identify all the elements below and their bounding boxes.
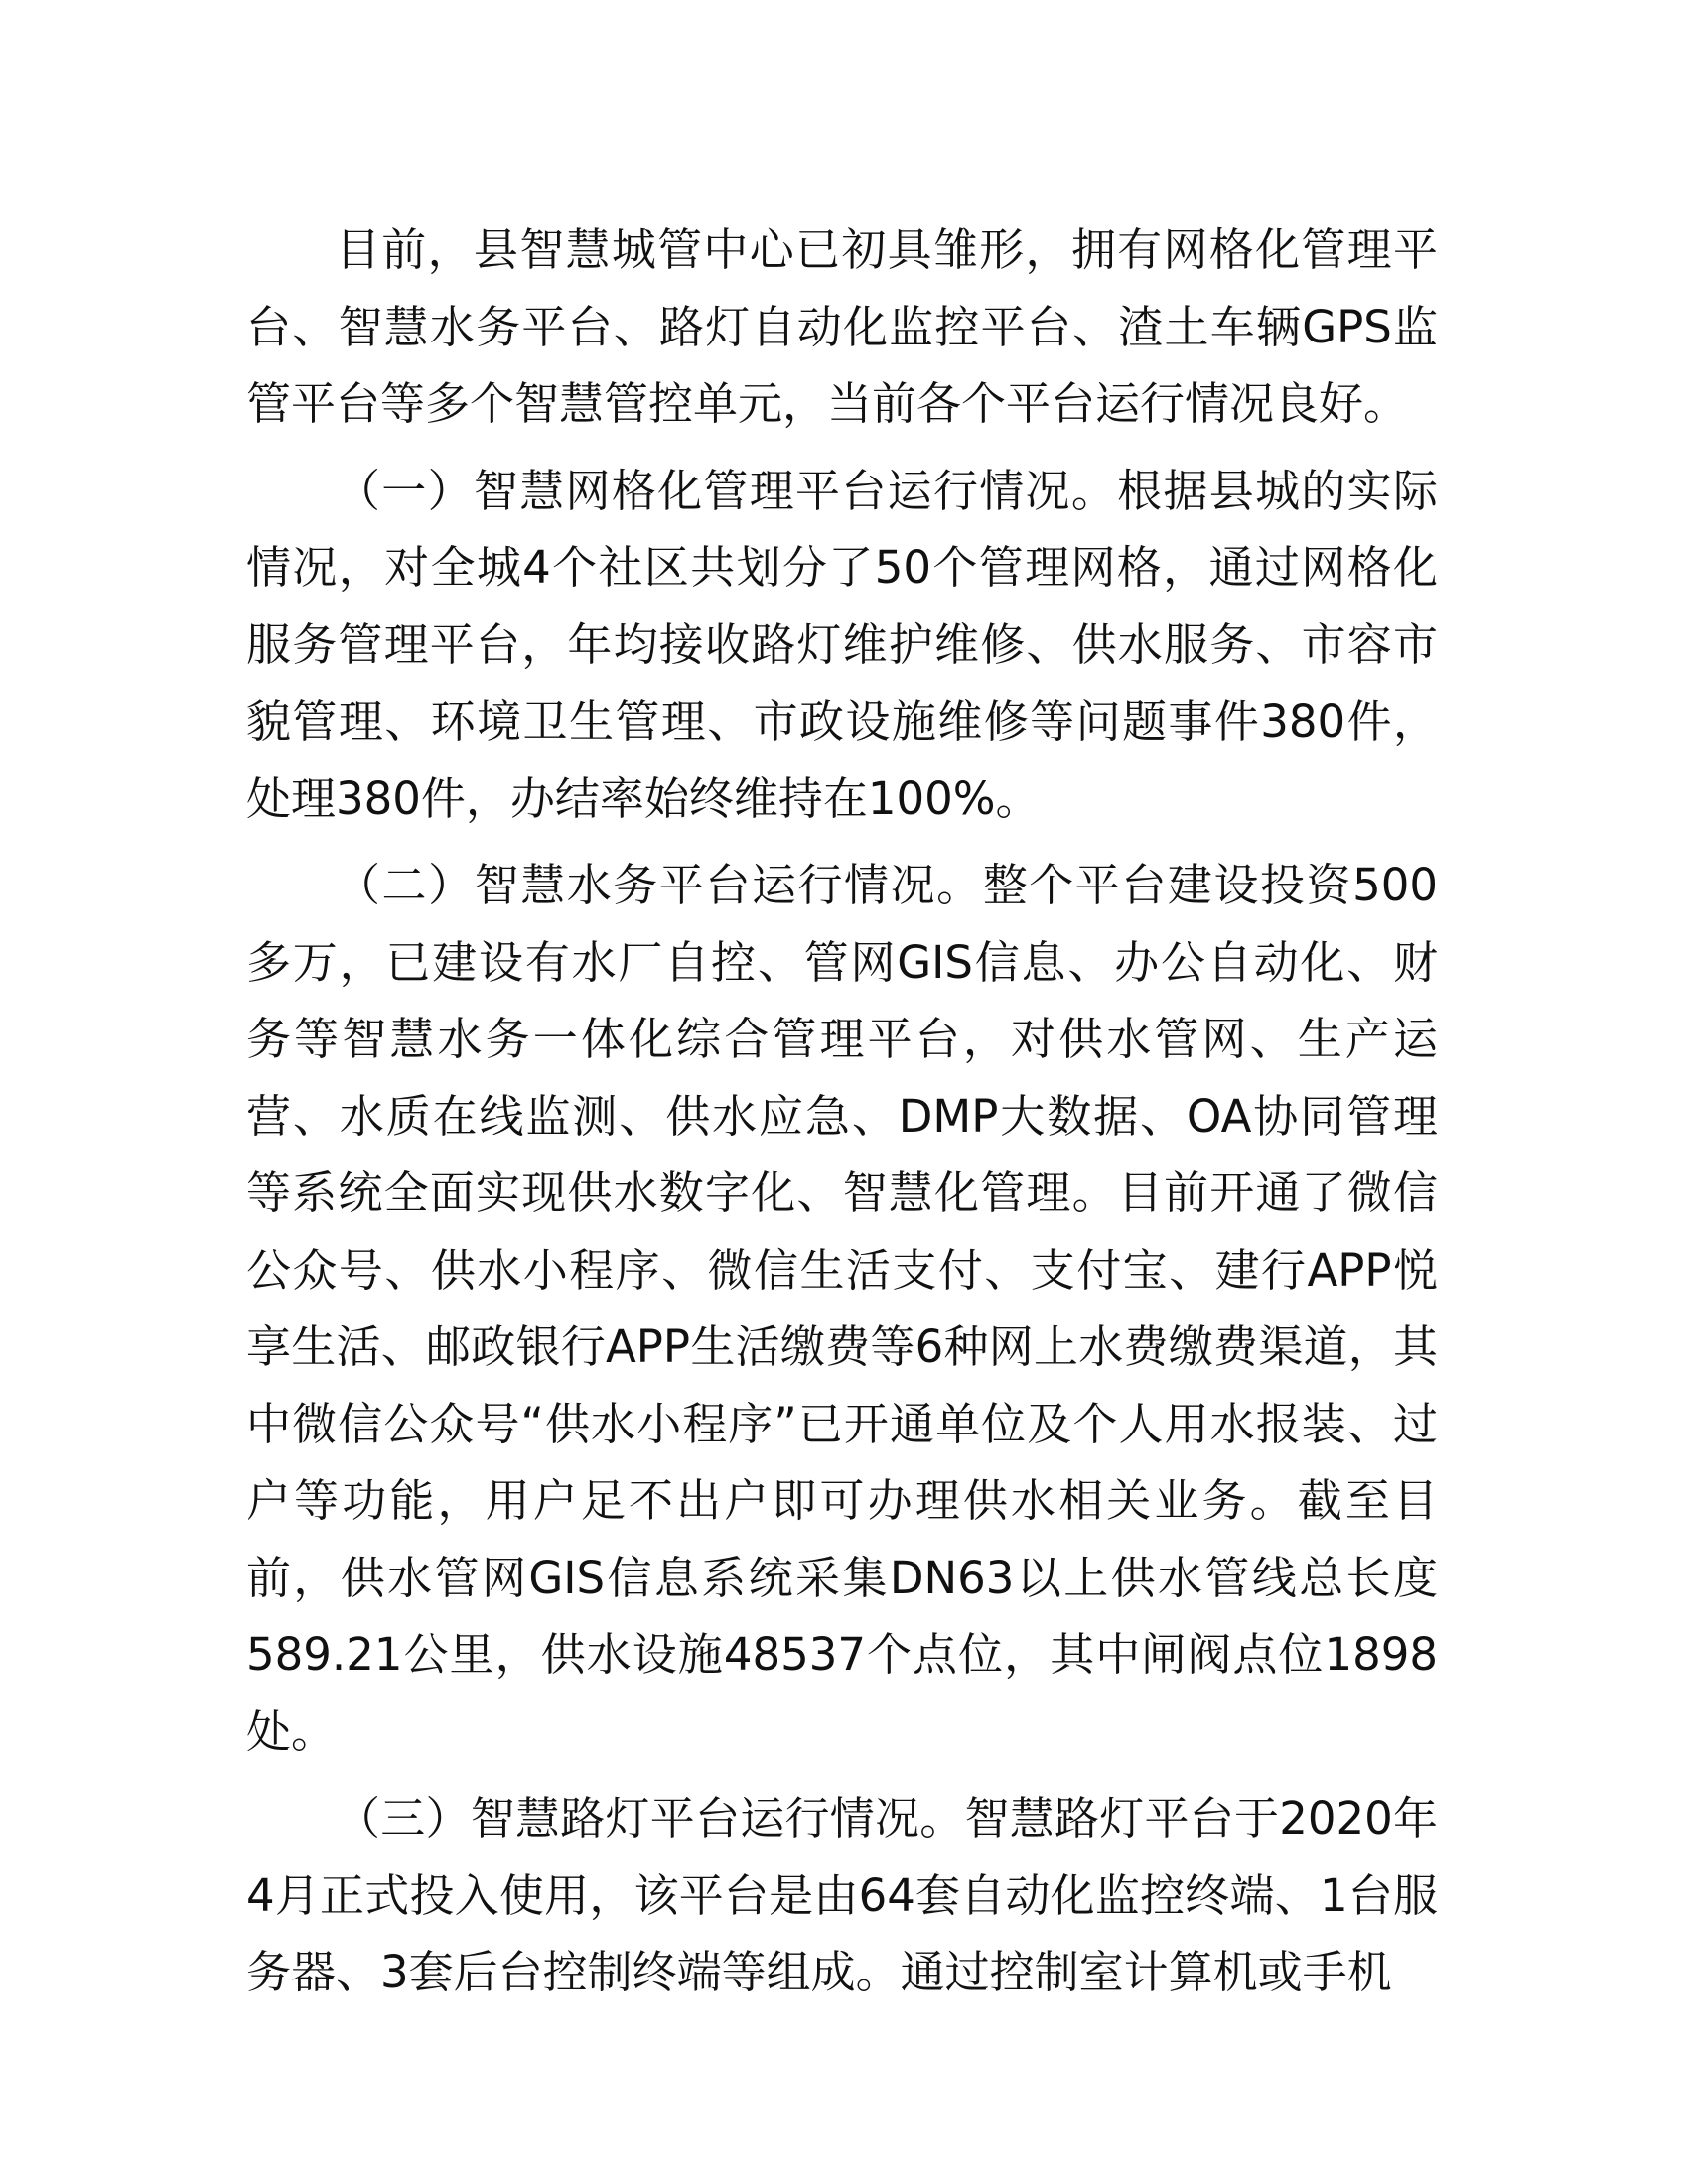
paragraph-grid-platform: （一）智慧网格化管理平台运行情况。根据县城的实际情况，对全城4个社区共划分了50个管理网格，通过网格化服务管理平台，年均接收路灯维护维修、供水服务、市容市貌管理、环境卫生管理、市政设施维修等问题事件380件，处理380件，办结率始终维持在100%。 [246,464,1438,825]
document-body [246,211,1438,2011]
paragraph-water-platform: （二）智慧水务平台运行情况。整个平台建设投资500多万，已建设有水厂自控、管网GIS信息、办公自动化、财务等智慧水务一体化综合管理平台，对供水管网、生产运营、水质在线监测、供水应急、DMP大数据、OA协同管理等系统全面实现供水数字化、智慧化管理。目前开通了微信公众号、供水小程序、微信生活支付、支付宝、建行APP悦享生活、邮政银行APP生活缴费等6种网上水费缴费渠道，其中微信公众号“供水小程序”已开通单位及个人用水报装、过户等功能，用户足不出户即可办理供水相关业务。截至目前，供水管网GIS信息系统采集DN63以上供水管线总长度589.21公里，供水设施48537个点位，其中闸阀点位1898处。 [246,859,1438,1758]
paragraph-streetlight-platform: （三）智慧路灯平台运行情况。智慧路灯平台于2020年4月正式投入使用，该平台是由64套自动化监控终端、1台服务器、3套后台控制终端等组成。通过控制室计算机或手机 [246,1792,1438,1998]
paragraph-intro: 目前，县智慧城管中心已初具雏形，拥有网格化管理平台、智慧水务平台、路灯自动化监控平台、渣土车辆GPS监管平台等多个智慧管控单元，当前各个平台运行情况良好。 [246,223,1438,430]
